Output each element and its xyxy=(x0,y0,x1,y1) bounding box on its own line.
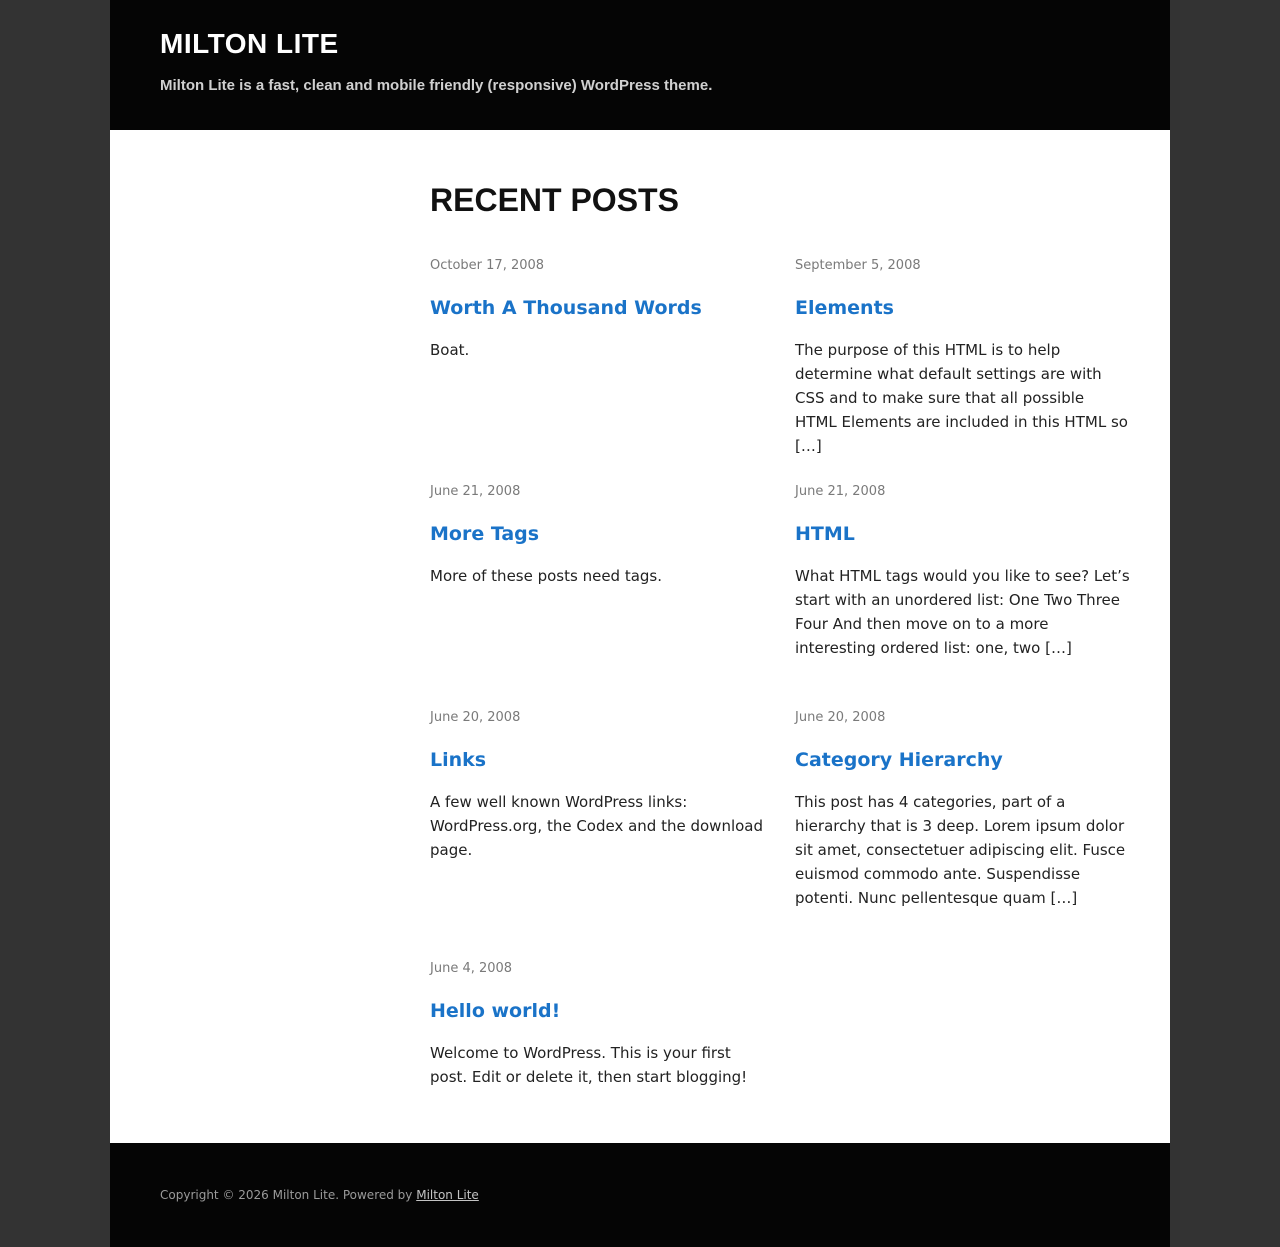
page-container xyxy=(110,0,1170,1247)
site-footer xyxy=(110,1143,1170,1247)
post-excerpt: More of these posts need tags. xyxy=(430,567,663,585)
post-title-link[interactable]: More Tags xyxy=(430,523,540,545)
post-title-link[interactable]: HTML xyxy=(795,523,855,545)
post-date: June 4, 2008 xyxy=(430,961,513,976)
main-content xyxy=(110,130,1170,1143)
footer-credits xyxy=(160,1187,479,1203)
post-title-link[interactable]: Hello world! xyxy=(430,1000,561,1022)
post-date: June 20, 2008 xyxy=(795,710,886,725)
post-title-link[interactable]: Elements xyxy=(795,297,894,319)
site-description: Milton Lite is a fast, clean and mobile friendly (responsive) WordPress theme. xyxy=(160,77,713,94)
post-date: September 5, 2008 xyxy=(795,258,921,273)
post-excerpt: What HTML tags would you like to see? Let’s start with an unordered list: One Two Three Four And then move on to a more interesting ordered list: one, two […] xyxy=(795,567,1130,657)
powered-by-link[interactable]: Milton Lite xyxy=(416,1188,479,1202)
post-excerpt: This post has 4 categories, part of a hierarchy that is 3 deep. Lorem ipsum dolor sit amet, consectetuer adipiscing elit. Fusce euismod commodo ante. Suspendisse potenti. Nunc pellentesque quam […] xyxy=(795,793,1126,907)
post-date: June 20, 2008 xyxy=(430,710,521,725)
post-title-link[interactable]: Links xyxy=(430,749,487,771)
post-excerpt: Boat. xyxy=(430,341,470,359)
site-title-link[interactable]: MILTON LITE xyxy=(160,28,339,59)
post-date: October 17, 2008 xyxy=(430,258,545,273)
post-title-link[interactable]: Worth A Thousand Words xyxy=(430,297,702,319)
post-excerpt: The purpose of this HTML is to help determine what default settings are with CSS and to make sure that all possible HTML Elements are included in this HTML so […] xyxy=(795,341,1128,455)
post-excerpt: A few well known WordPress links: WordPress.org, the Codex and the download page. xyxy=(430,793,764,859)
post-title-link[interactable]: Category Hierarchy xyxy=(795,749,1003,771)
page-title: RECENT POSTS xyxy=(430,182,679,218)
site-header xyxy=(110,0,1170,130)
post-date: June 21, 2008 xyxy=(795,484,886,499)
post-excerpt: Welcome to WordPress. This is your first post. Edit or delete it, then start blogging! xyxy=(430,1044,748,1086)
post-date: June 21, 2008 xyxy=(430,484,521,499)
copyright-text: Copyright © 2026 Milton Lite. Powered by xyxy=(160,1188,417,1202)
